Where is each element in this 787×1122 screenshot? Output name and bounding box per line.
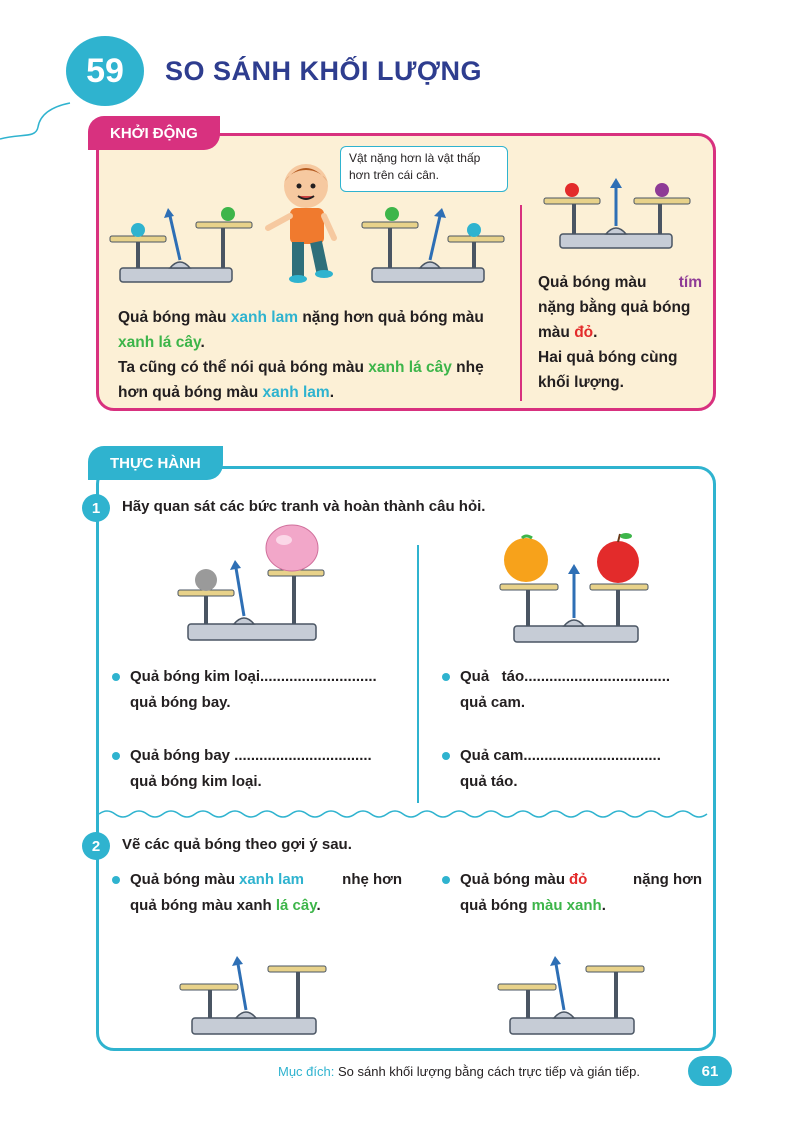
bullet-dot xyxy=(442,752,450,760)
q1-right-item-1: Quả táo................................... quả cam. xyxy=(442,664,702,716)
speech-bubble: Vật nặng hơn là vật thấp hơn trên cái cân. xyxy=(340,146,508,192)
warmup-right-text: Quả bóng màu tím nặng bằng quả bóng màu đỏ. Hai quả bóng cùng khối lượng. xyxy=(538,274,702,391)
q2-right-item: Quả bóng màu đỏ nặng hơn quả bóng màu xanh. xyxy=(442,867,702,919)
scale-orange-apple xyxy=(498,530,648,646)
page-title: SO SÁNH KHỐI LƯỢNG xyxy=(165,56,482,86)
question-2-text: Vẽ các quả bóng theo gợi ý sau. xyxy=(122,836,352,853)
scale-blue-heavier xyxy=(108,200,248,290)
question-1-divider xyxy=(417,545,419,803)
practice-tab: THỰC HÀNH xyxy=(88,446,223,480)
bullet-dot xyxy=(112,876,120,884)
bullet-dot xyxy=(112,673,120,681)
warmup-divider xyxy=(520,205,522,401)
scale-metal-ball-balloon xyxy=(178,524,338,644)
bullet-dot xyxy=(442,876,450,884)
scale-empty-right xyxy=(498,958,648,1038)
warmup-tab: KHỞI ĐỘNG xyxy=(88,116,220,150)
boy-illustration xyxy=(262,158,346,288)
q2-left-item: Quả bóng màu xanh lam nhẹ hơn quả bóng màu xanh lá cây. xyxy=(112,867,402,919)
scale-empty-left xyxy=(180,958,330,1038)
q1-left-item-2: Quả bóng bay ................................. quả bóng kim loại. xyxy=(112,743,406,795)
page-number: 61 xyxy=(688,1056,732,1086)
bullet-dot xyxy=(112,752,120,760)
balloon-string-decoration xyxy=(0,95,80,155)
footer-label: Mục đích: xyxy=(278,1064,335,1079)
question-1-number: 1 xyxy=(82,494,110,522)
scale-green-lighter xyxy=(358,200,508,290)
scale-balanced xyxy=(540,176,700,256)
q1-left-item-1: Quả bóng kim loại............................ quả bóng bay. xyxy=(112,664,406,716)
footer-purpose: Mục đích: So sánh khối lượng bằng cách trực tiếp và gián tiếp. xyxy=(278,1064,640,1079)
warmup-left-text: Quả bóng màu xanh lam nặng hơn quả bóng màu xanh lá cây. Ta cũng có thể nói quả bóng màu xanh lá cây nhẹ hơn quả bóng màu xanh lam. xyxy=(118,309,484,401)
question-2-number: 2 xyxy=(82,832,110,860)
lesson-number-badge: 59 xyxy=(66,36,144,106)
section-wavy-divider xyxy=(99,808,713,820)
bullet-dot xyxy=(442,673,450,681)
q1-right-item-2: Quả cam................................. quả táo. xyxy=(442,743,702,795)
question-1-text: Hãy quan sát các bức tranh và hoàn thành câu hỏi. xyxy=(122,498,486,515)
